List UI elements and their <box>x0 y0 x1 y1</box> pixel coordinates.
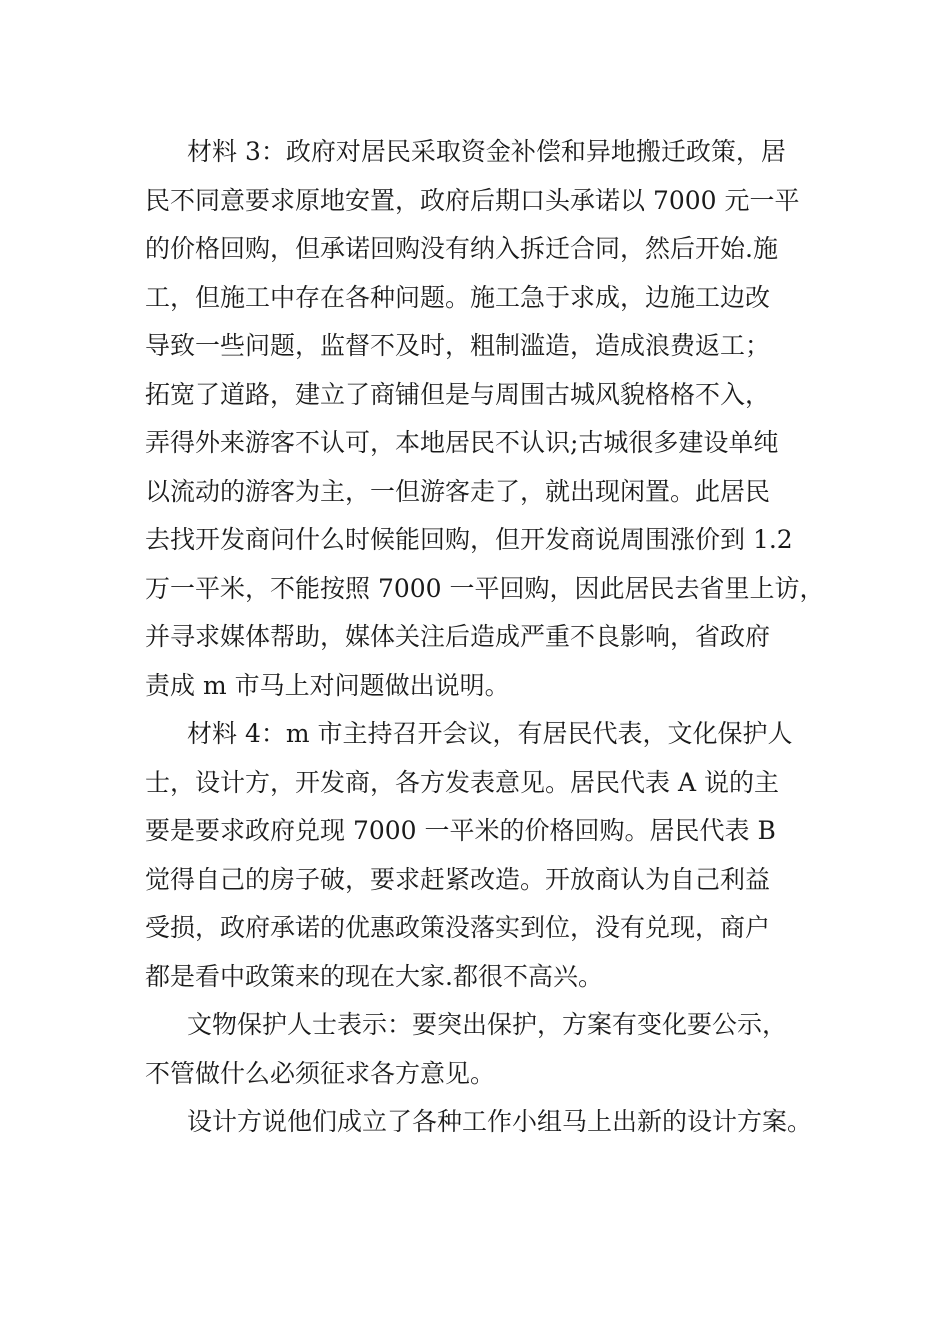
text-line: 要是要求政府兑现 7000 一平米的价格回购。居民代表 B <box>145 816 776 845</box>
text-line: 士，设计方，开发商，各方发表意见。居民代表 A 说的主 <box>145 767 779 797</box>
paragraph-material-4 <box>145 710 825 1001</box>
text-line: 民不同意要求原地安置，政府后期口头承诺以 7000 元一平 <box>145 185 800 215</box>
paragraph-design-side <box>145 1098 825 1147</box>
paragraph-material-3 <box>145 128 825 710</box>
text-line: 觉得自己的房子破，要求赶紧改造。开放商认为自己利益 <box>145 864 771 894</box>
text-line: 并寻求媒体帮助，媒体关注后造成严重不良影响，省政府 <box>145 622 771 651</box>
text-line: 工，但施工中存在各种问题。施工急于求成，边施工边改 <box>145 282 771 312</box>
text-line: 万一平米，不能按照 7000 一平回购，因此居民去省里上访， <box>145 573 825 603</box>
paragraph-heritage-protection <box>145 1001 825 1098</box>
document-body <box>145 128 825 1147</box>
text-line: 不管做什么必须征求各方意见。 <box>145 1058 496 1088</box>
text-line: 文物保护人士表示：要突出保护，方案有变化要公示， <box>187 1010 788 1039</box>
text-line: 受损，政府承诺的优惠政策没落实到位，没有兑现，商户 <box>145 913 771 942</box>
text-line: 去找开发商问什么时候能回购，但开发商说周围涨价到 1.2 <box>145 525 793 554</box>
text-line: 以流动的游客为主，一但游客走了，就出现闲置。此居民 <box>145 476 771 506</box>
text-line: 导致一些问题，监督不及时，粗制滥造，造成浪费返工； <box>145 331 771 360</box>
text-line: 材料 3：政府对居民采取资金补偿和异地搬迁政策，居 <box>187 137 786 166</box>
text-line: 弄得外来游客不认可，本地居民不认识;古城很多建设单纯 <box>145 428 779 457</box>
text-line: 材料 4：m 市主持召开会议，有居民代表，文化保护人 <box>187 719 793 748</box>
text-line: 设计方说他们成立了各种工作小组马上出新的设计方案。 <box>187 1107 813 1136</box>
text-line: 都是看中政策来的现在大家.都很不高兴。 <box>145 961 603 991</box>
text-line: 拓宽了道路，建立了商铺但是与周围古城风貌格格不入， <box>145 379 771 409</box>
text-line: 责成 m 市马上对问题做出说明。 <box>145 670 510 700</box>
text-line: 的价格回购，但承诺回购没有纳入拆迁合同，然后开始.施 <box>145 234 778 263</box>
